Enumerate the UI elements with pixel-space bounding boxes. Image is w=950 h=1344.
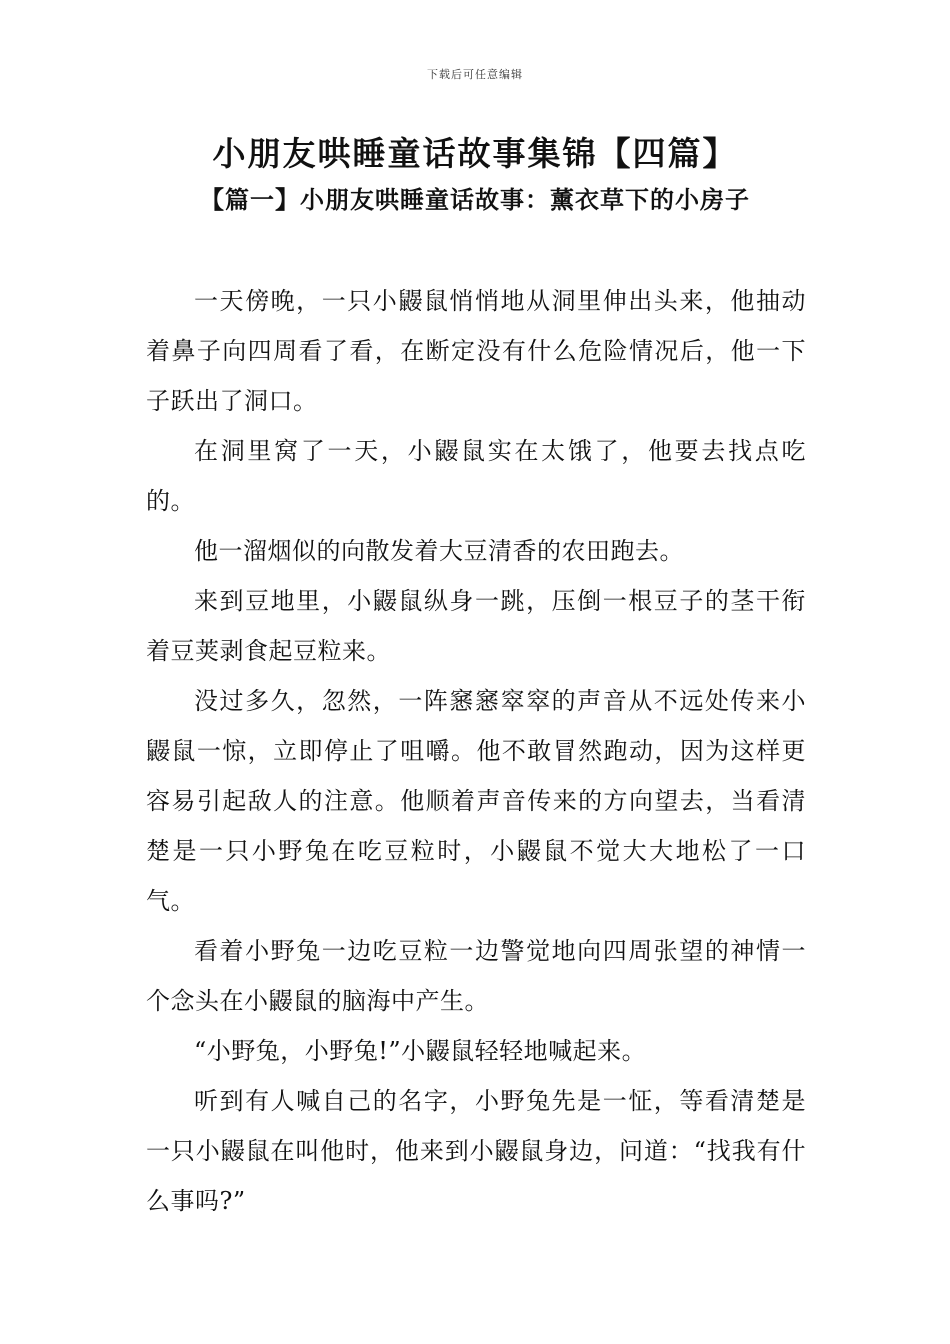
paragraph-5: 没过多久，忽然，一阵窸窸窣窣的声音从不远处传来小鼹鼠一惊，立即停止了咀嚼。他不敢冒然跑动，因为这样更容易引起敌人的注意。他顺着声音传来的方向望去，当看清楚是一只小野兔在吃豆粒时，小鼹鼠不觉大大地松了一口气。 xyxy=(146,687,806,915)
paragraph-2: 在洞里窝了一天，小鼹鼠实在太饿了，他要去找点吃的。 xyxy=(146,437,806,515)
paragraph-4: 来到豆地里，小鼹鼠纵身一跳，压倒一根豆子的茎干衔着豆荚剥食起豆粒来。 xyxy=(146,587,806,665)
paragraph-6: 看着小野兔一边吃豆粒一边警觉地向四周张望的神情一个念头在小鼹鼠的脑海中产生。 xyxy=(146,937,806,1015)
paragraph-1: 一天傍晚，一只小鼹鼠悄悄地从洞里伸出头来，他抽动着鼻子向四周看了看，在断定没有什么危险情况后，他一下子跃出了洞口。 xyxy=(146,287,806,415)
paragraph-7: “小野兔，小野兔!”小鼹鼠轻轻地喊起来。 xyxy=(194,1037,647,1065)
paragraph-3: 他一溜烟似的向散发着大豆清香的农田跑去。 xyxy=(194,537,684,565)
document-title: 小朋友哄睡童话故事集锦【四篇】 xyxy=(212,134,738,173)
section-heading: 【篇一】小朋友哄睡童话故事：薰衣草下的小房子 xyxy=(200,185,750,214)
story-body xyxy=(146,276,806,1226)
header-note: 下载后可任意编辑 xyxy=(427,68,523,81)
paragraph-8: 听到有人喊自己的名字，小野兔先是一怔，等看清楚是一只小鼹鼠在叫他时，他来到小鼹鼠身边，问道：“找我有什么事吗?” xyxy=(146,1087,806,1215)
